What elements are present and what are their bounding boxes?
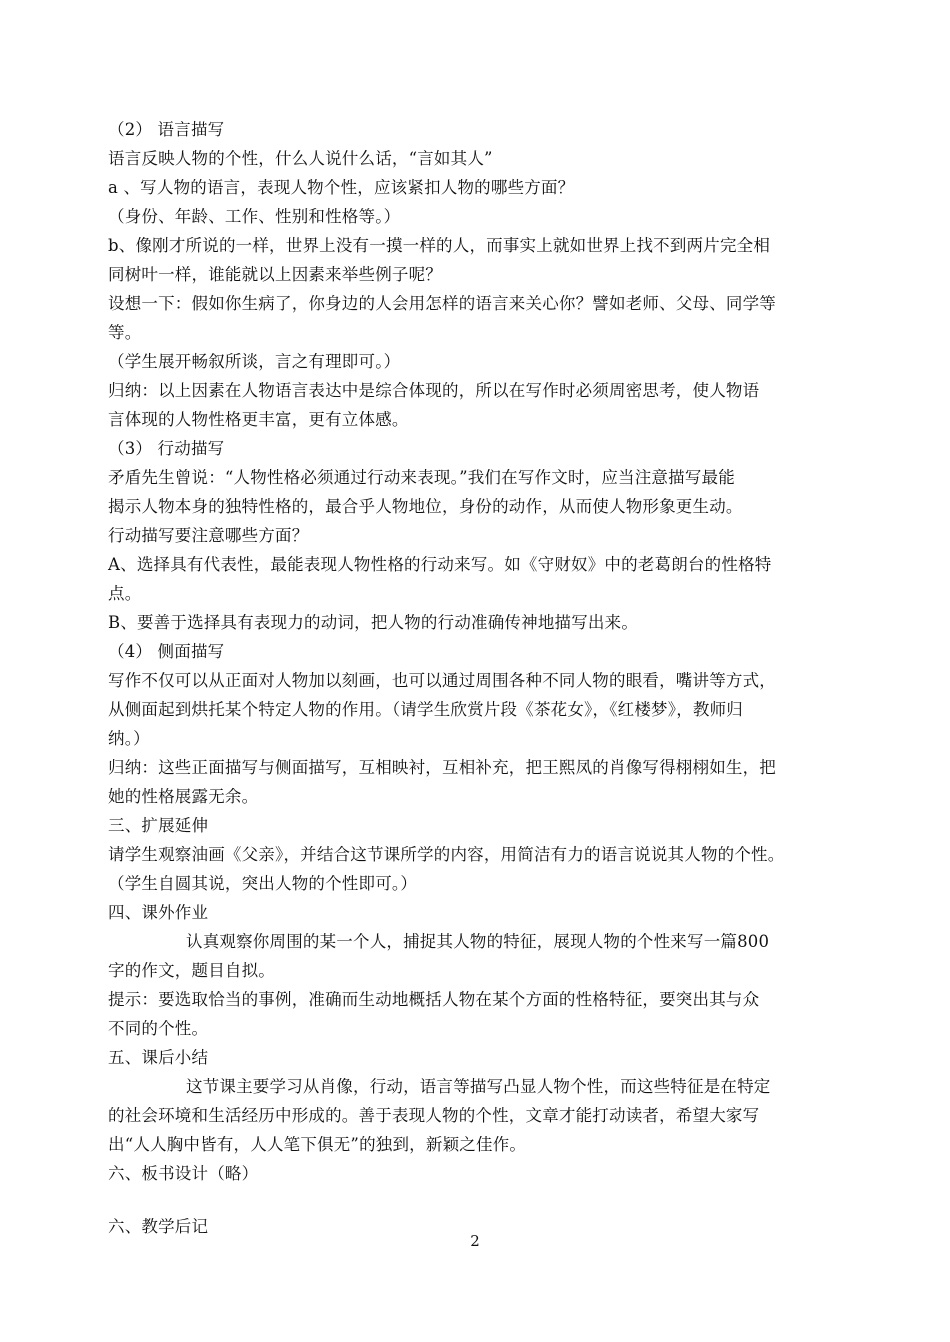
text-line: 字的作文，题目自拟。 [108, 961, 275, 980]
text-line: 语言反映人物的个性，什么人说什么话，“言如其人” [108, 149, 493, 168]
text-line: （学生展开畅叙所谈，言之有理即可。） [108, 352, 401, 371]
text-line: （学生自圆其说，突出人物的个性即可。） [108, 874, 418, 893]
text-line: a 、写人物的语言，表现人物个性，应该紧扣人物的哪些方面？ [108, 178, 575, 197]
text-line: 行动描写要注意哪些方面？ [108, 526, 309, 545]
text-line: 揭示人物本身的独特性格的，最合乎人物地位，身份的动作，从而使人物形象更生动。 [108, 497, 743, 516]
text-line: 归纳：以上因素在人物语言表达中是综合体现的，所以在写作时必须周密思考，使人物语 [108, 381, 760, 400]
text-line: 从侧面起到烘托某个特定人物的作用。（请学生欣赏片段《茶花女》，《红楼梦》，教师归 [108, 700, 743, 719]
text-line: 的社会环境和生活经历中形成的。善于表现人物的个性，文章才能打动读者，希望大家写 [108, 1106, 760, 1125]
heading-side-description: （4） 侧面描写 [108, 642, 225, 661]
section-heading-teaching-notes: 六、教学后记 [108, 1217, 209, 1236]
section-heading-summary: 五、课后小结 [108, 1048, 209, 1067]
text-line: B、要善于选择具有表现力的动词，把人物的行动准确传神地描写出来。 [108, 613, 639, 632]
text-line: 她的性格展露无余。 [108, 787, 259, 806]
text-line: （身份、年龄、工作、性别和性格等。） [108, 207, 401, 226]
text-line: 请学生观察油画《父亲》，并结合这节课所学的内容，用简洁有力的语言说说其人物的个性。 [108, 845, 785, 864]
text-line: 纳。） [108, 729, 150, 748]
section-heading-board-design: 六、板书设计（略） [108, 1164, 259, 1183]
text-line: 写作不仅可以从正面对人物加以刻画，也可以通过周围各种不同人物的眼看，嘴讲等方式， [108, 671, 776, 690]
text-line: 言体现的人物性格更丰富，更有立体感。 [108, 410, 409, 429]
heading-language-description: （2） 语言描写 [108, 120, 225, 139]
text-line: 矛盾先生曾说：“人物性格必须通过行动来表现。”我们在写作文时，应当注意描写最能 [108, 468, 735, 487]
page-number: 2 [470, 1232, 480, 1250]
text-line: 出“人人胸中皆有，人人笔下俱无”的独到，新颖之佳作。 [108, 1135, 527, 1154]
text-line: 等。 [108, 323, 142, 342]
heading-action-description: （3） 行动描写 [108, 439, 225, 458]
text-line: 不同的个性。 [108, 1019, 209, 1038]
text-line: b、像刚才所说的一样，世界上没有一摸一样的人，而事实上就如世界上找不到两片完全相 [108, 236, 771, 255]
section-heading-homework: 四、课外作业 [108, 903, 209, 922]
text-line: 同树叶一样，谁能就以上因素来举些例子呢？ [108, 265, 442, 284]
text-line: 这节课主要学习从肖像，行动，语言等描写凸显人物个性，而这些特征是在特定 [186, 1077, 771, 1096]
text-line: 认真观察你周围的某一个人，捕捉其人物的特征，展现人物的个性来写一篇800 [186, 932, 770, 951]
text-line: 点。 [108, 584, 142, 603]
text-line: 提示：要选取恰当的事例，准确而生动地概括人物在某个方面的性格特征，要突出其与众 [108, 990, 760, 1009]
section-heading-extension: 三、扩展延伸 [108, 816, 209, 835]
text-line: 设想一下：假如你生病了，你身边的人会用怎样的语言来关心你？譬如老师、父母、同学等 [108, 294, 776, 313]
text-line: A、选择具有代表性，最能表现人物性格的行动来写。如《守财奴》中的老葛朗台的性格特 [108, 555, 772, 574]
text-line: 归纳：这些正面描写与侧面描写，互相映衬，互相补充，把王熙凤的肖像写得栩栩如生，把 [108, 758, 776, 777]
